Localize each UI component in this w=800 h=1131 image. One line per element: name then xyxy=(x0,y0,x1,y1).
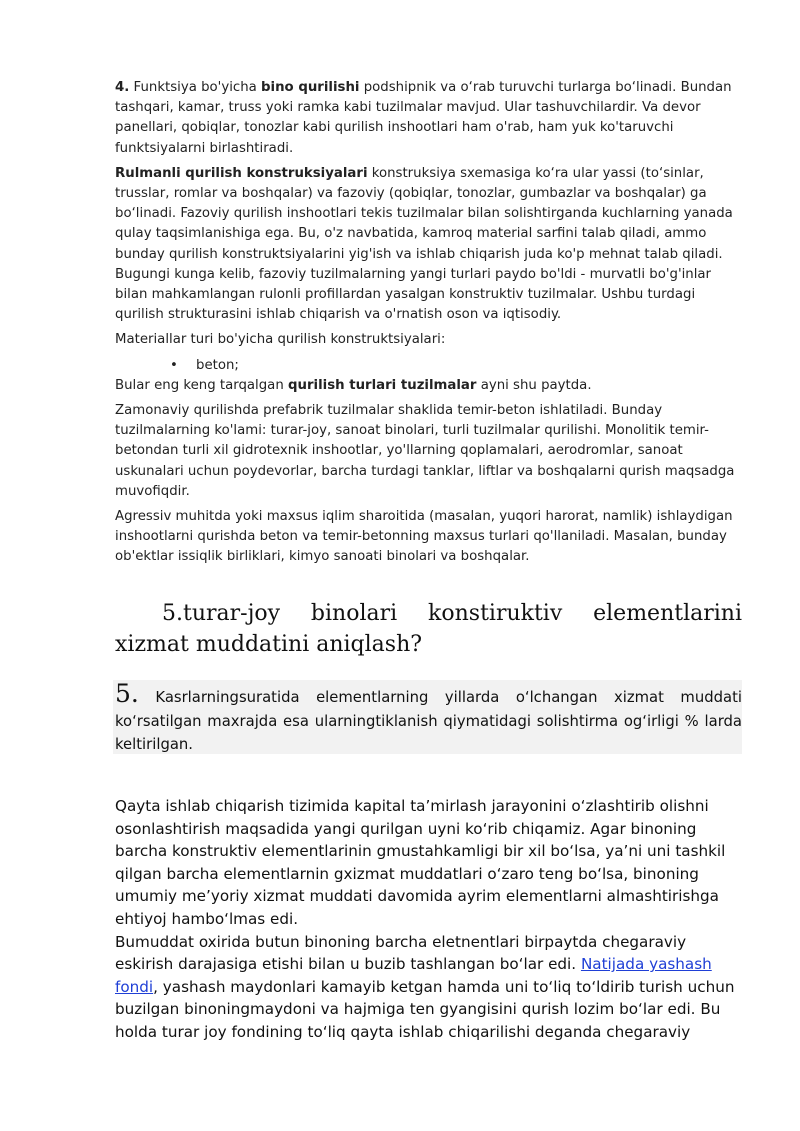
paragraph-bearing xyxy=(115,164,740,326)
paragraph-materials-intro: Materiallar turi bo'yicha qurilish konstruktsiyalari: xyxy=(115,332,446,348)
paragraph-common xyxy=(115,376,740,396)
text-span: Bumuddat oxirida butun binoning barcha eletnentlari birpaytda chegaraviy eskirish darajasiga etishi bilan u buzib tashlangan bo‘lar edi. xyxy=(115,932,687,974)
text-span: podshipnik va o‘rab turuvchi turlarga bo‘linadi. Bundan tashqari, kamar, truss yoki ramka kabi tuzilmalar mavjud. Ular tashuvchilardir. Va devor panellari, qobiqlar, tonozlar kabi qurilish inshootlari ham o'rab, ham yuk ko'taruvchi funktsiyalarni birlashtiradi. xyxy=(115,80,732,156)
heading-text: 5.turar-joy binolari konstiruktiv elementlarini xizmat muddatini aniqlash? xyxy=(115,601,742,657)
paragraph-function xyxy=(115,78,740,159)
text-span: , yashash maydonlari kamayib ketgan hamda uni to‘liq to‘ldirib turish uchun buzilgan binoningmaydoni va hajmiga ten gyangisini qurish lozim bo‘lar edi. Bu holda turar joy fondining to‘liq qayta ishlab chiqarilishi deganda chegaraviy xyxy=(115,977,735,1041)
section-capital-repair xyxy=(115,795,745,1044)
bold-term: Rulmanli qurilish konstruksiyalari xyxy=(115,165,368,181)
paragraph-reproduction: Qayta ishlab chiqarish tizimida kapital ta’mirlash jarayonini o‘zlashtirib olishni osonlashtirish maqsadida yangi qurilgan uyni ko‘rib chiqamiz. Agar binoning barcha konstruktiv elementlarinin gmustahkamligi bir xil bo‘lsa, ya’ni uni tashkil qilgan barcha elementlarnin gxizmat muddatlari o‘zaro teng bo‘lsa, binoning umumiy me’yoriy xizmat muddati davomida ayrim elementlarni almashtirishga ehtiyoj hambo‘lmas edi. xyxy=(115,797,726,928)
paragraph-prefab: Zamonaviy qurilishda prefabrik tuzilmalar shaklida temir-beton ishlatiladi. Bunday tuzilmalarning ko'lami: turar-joy, sanoat binolari, turli tuzilmalar qurilishi. Monolitik temir-betondan turli xil gidrotexnik inshootlar, yo'llarning qoplamalari, aerodromlar, sanoat uskunalari uchun poydevorlar, barcha turdagi tanklar, liftlar va boshqalarni qurish maqsadga muvofiqdir. xyxy=(115,403,735,499)
text-span: Bular eng keng tarqalgan xyxy=(115,377,288,393)
text-span: Kasrlarningsuratida elementlarning yillarda o‘lchangan xizmat muddati ko‘rsatilgan maxrajda esa ularningtiklanish qiymatidagi solishtirma og‘irligi % larda keltirilgan. xyxy=(115,689,742,753)
section-construction-types xyxy=(115,78,740,568)
shaded-block-text xyxy=(115,679,742,757)
bullet-list-item xyxy=(115,356,740,376)
text-span: Funktsiya bo'yicha xyxy=(129,80,262,95)
paragraph-end-of-life xyxy=(115,931,745,1044)
text-span: konstruksiya sxemasiga ko‘ra ular yassi (to‘sinlar, trusslar, romlar va boshqalar) va fazoviy (qobiqlar, tonozlar, gumbazlar va boshqalar) ga bo‘linadi. Fazoviy qurilish inshootlari tekis tuzilmalar bilan solishtirganda kuchlarning yanada qulay taqsimlanishiga ega. Bu, o'z navbatida, kamroq material sarfini talab qiladi, ammo bunday qurilish konstruktsiyalarini yig'ish va ishlab chiqarish juda ko'p mehnat talab qiladi. Bugungi kunga kelib, fazoviy tuzilmalarning yangi turlari paydo bo'ldi - murvatli bo'g'inlar bilan mahkamlangan rulonli profillardan yasalgan konstruktiv tuzilmalar. Ushbu turdagi qurilish strukturasini ishlab chiqarish va o'rnatish oson va iqtisodiy. xyxy=(115,165,733,323)
bullet-text: beton; xyxy=(196,357,239,373)
bold-term: bino qurilishi xyxy=(261,80,360,95)
bold-term: qurilish turlari tuzilmalar xyxy=(287,377,477,393)
item-number: 4. xyxy=(115,80,130,95)
text-span: ayni shu paytda. xyxy=(476,377,592,393)
item-number: 5. xyxy=(115,679,139,708)
bullet-dot-icon: • xyxy=(170,357,178,373)
housing-fund-link[interactable]: Natijada yashash fondi xyxy=(115,955,712,996)
question-heading xyxy=(115,598,742,660)
paragraph-aggressive: Agressiv muhitda yoki maxsus iqlim sharoitida (masalan, yuqori harorat, namlik) ishlaydigan inshootlarni qurishda beton va temir-betonning maxsus turlari qo'llaniladi. Masalan, bunday ob'ektlar issiqlik birliklari, kimyo sanoati binolari va boshqalar. xyxy=(115,509,733,565)
